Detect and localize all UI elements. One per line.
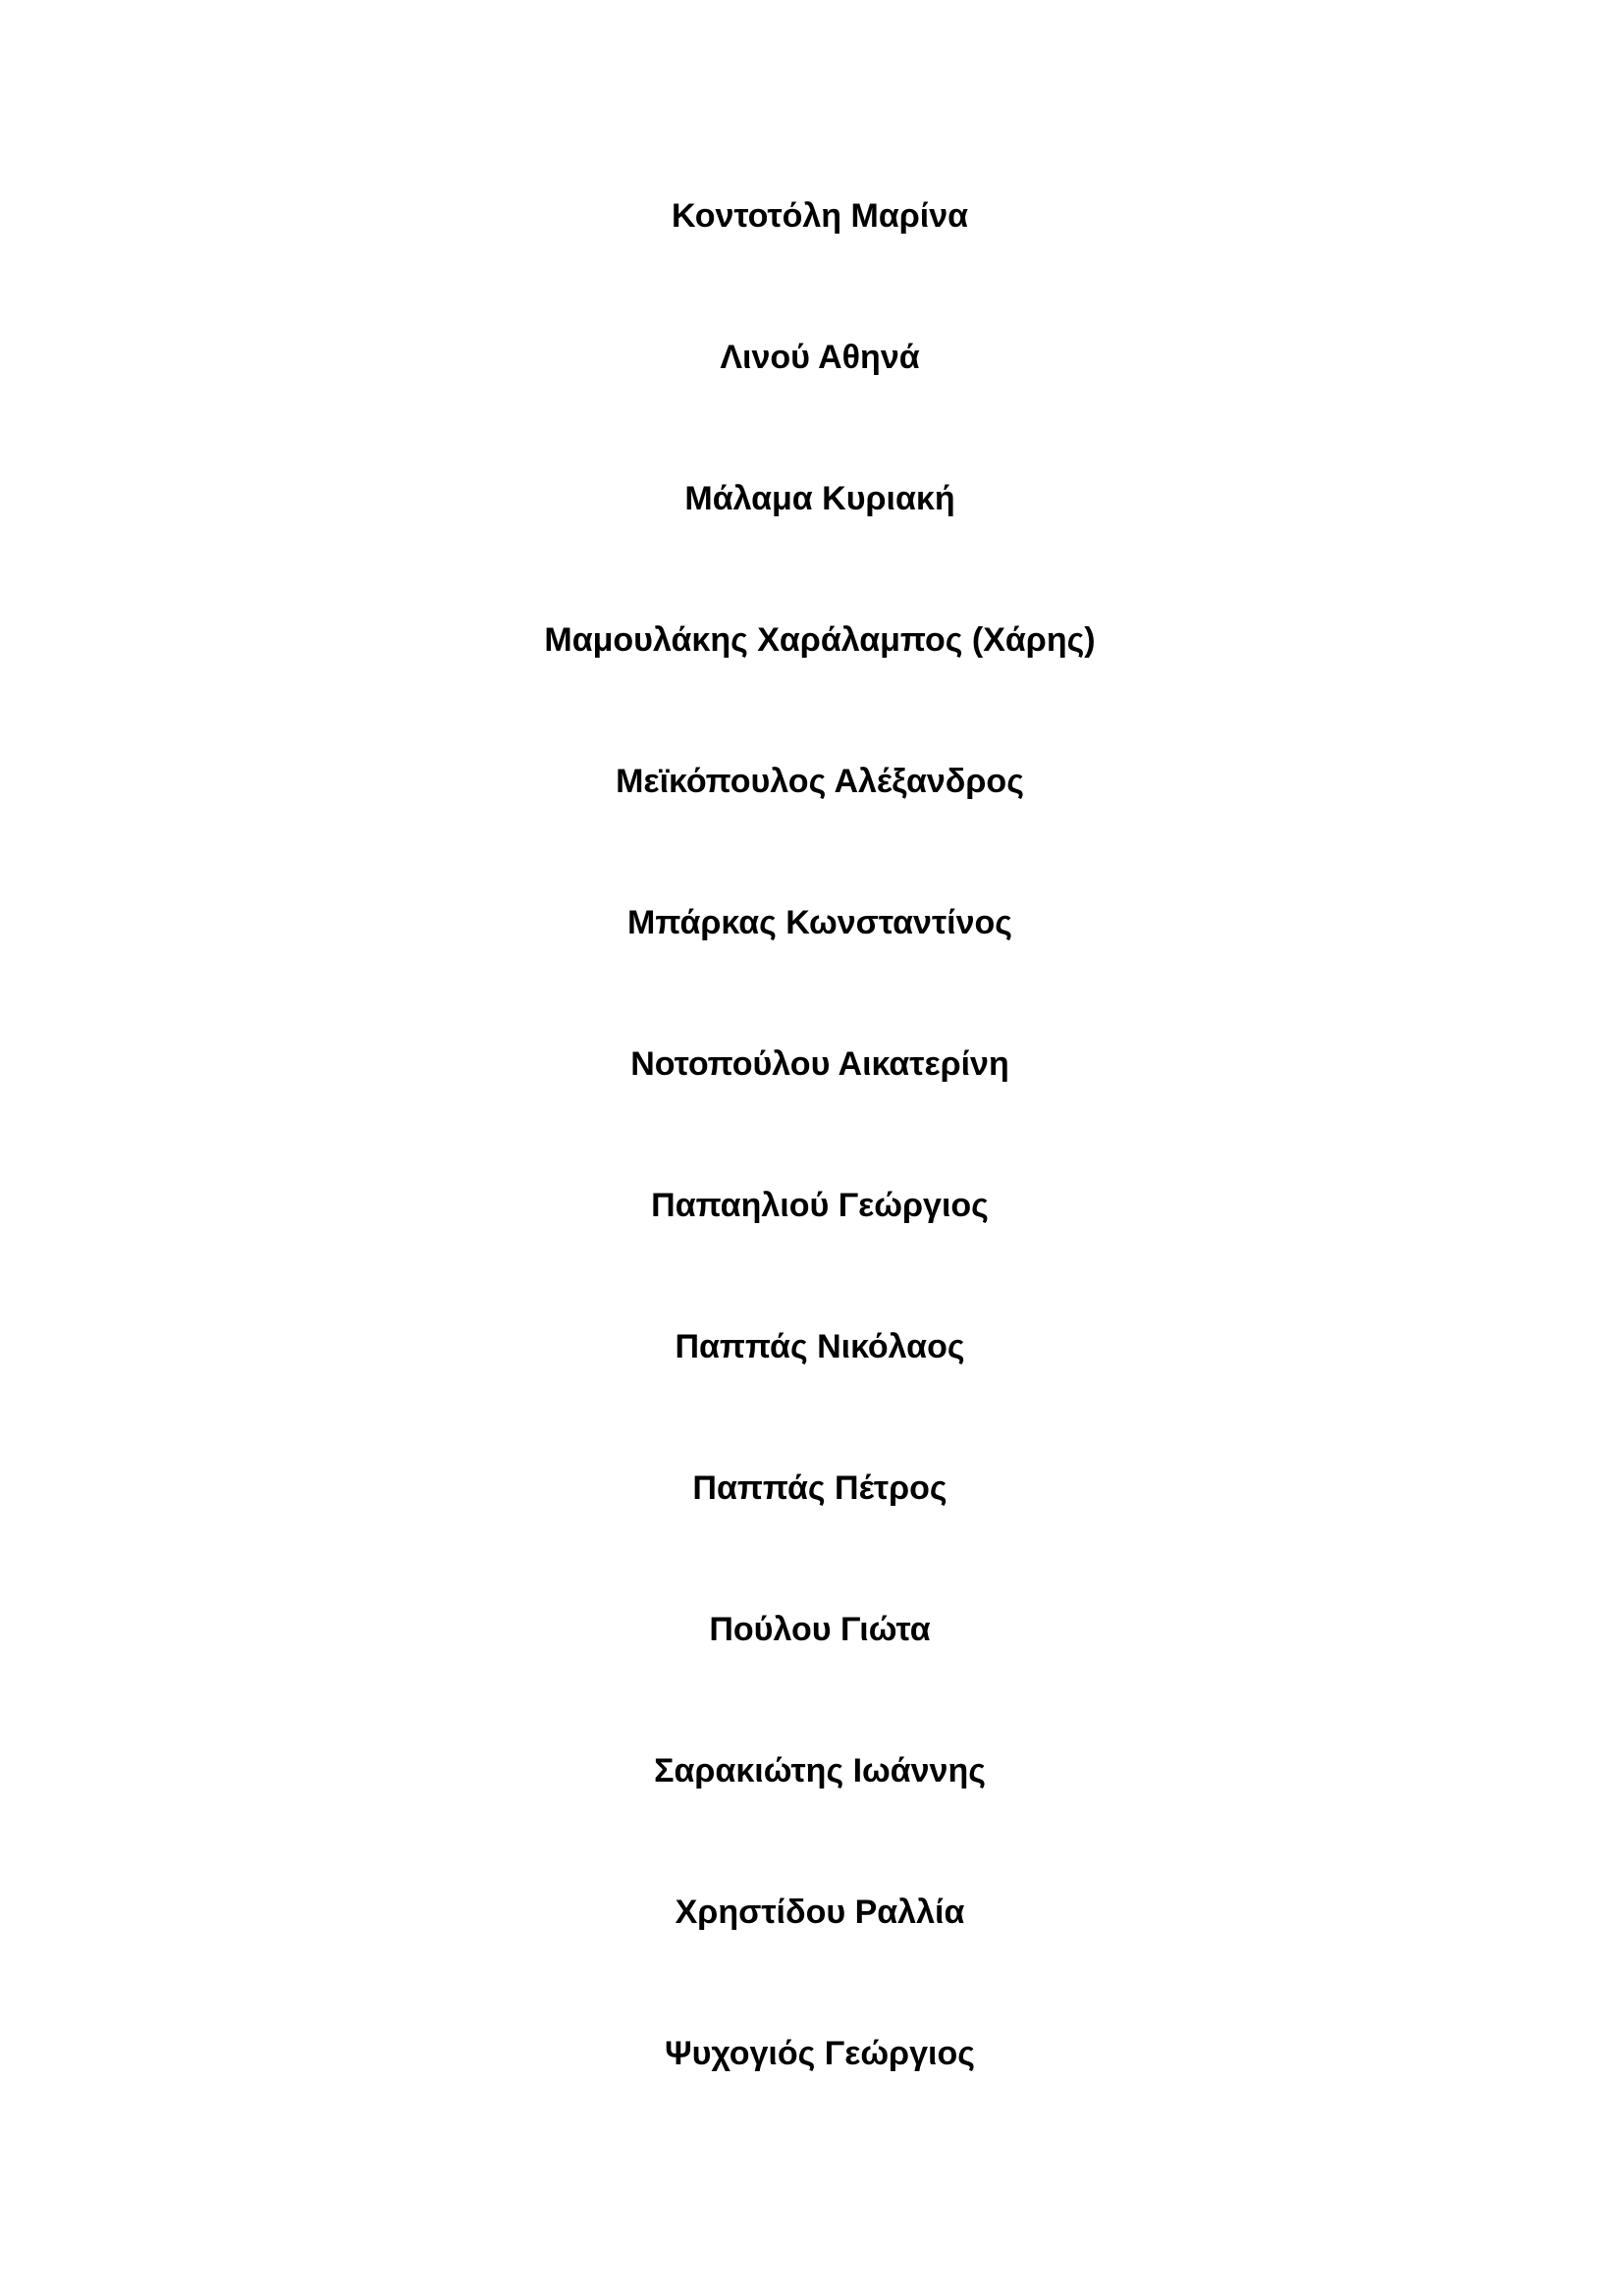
list-item [0, 1317, 1624, 1376]
list-item [0, 611, 1624, 669]
person-name: Ψυχογιός Γεώργιος [665, 2035, 975, 2072]
list-item [0, 1883, 1624, 1942]
person-name: Μεϊκόπουλος Αλέξανδρος [616, 763, 1024, 800]
list-item [0, 1035, 1624, 1094]
list-item [0, 1176, 1624, 1235]
list-item [0, 752, 1624, 811]
list-item [0, 469, 1624, 528]
list-item [0, 328, 1624, 387]
list-item [0, 1459, 1624, 1518]
person-name: Κοντοτόλη Μαρίνα [671, 197, 969, 235]
person-name: Μπάρκας Κωνσταντίνος [627, 904, 1012, 941]
person-name: Μάλαμα Κυριακή [684, 480, 955, 517]
list-item [0, 1741, 1624, 1800]
person-name: Πούλου Γιώτα [709, 1611, 931, 1648]
person-name: Λινού Αθηνά [720, 339, 920, 376]
list-item [0, 2024, 1624, 2083]
list-item [0, 1600, 1624, 1659]
person-name: Σαρακιώτης Ιωάννης [654, 1752, 986, 1789]
person-name: Παπαηλιού Γεώργιος [651, 1187, 989, 1224]
list-item [0, 893, 1624, 952]
person-name: Μαμουλάκης Χαράλαμπος (Χάρης) [544, 621, 1096, 659]
list-item [0, 187, 1624, 245]
person-name: Παππάς Πέτρος [692, 1469, 947, 1507]
person-name: Παππάς Νικόλαος [675, 1328, 965, 1365]
person-name: Νοτοπούλου Αικατερίνη [630, 1045, 1009, 1083]
person-name: Χρηστίδου Ραλλία [675, 1894, 965, 1931]
